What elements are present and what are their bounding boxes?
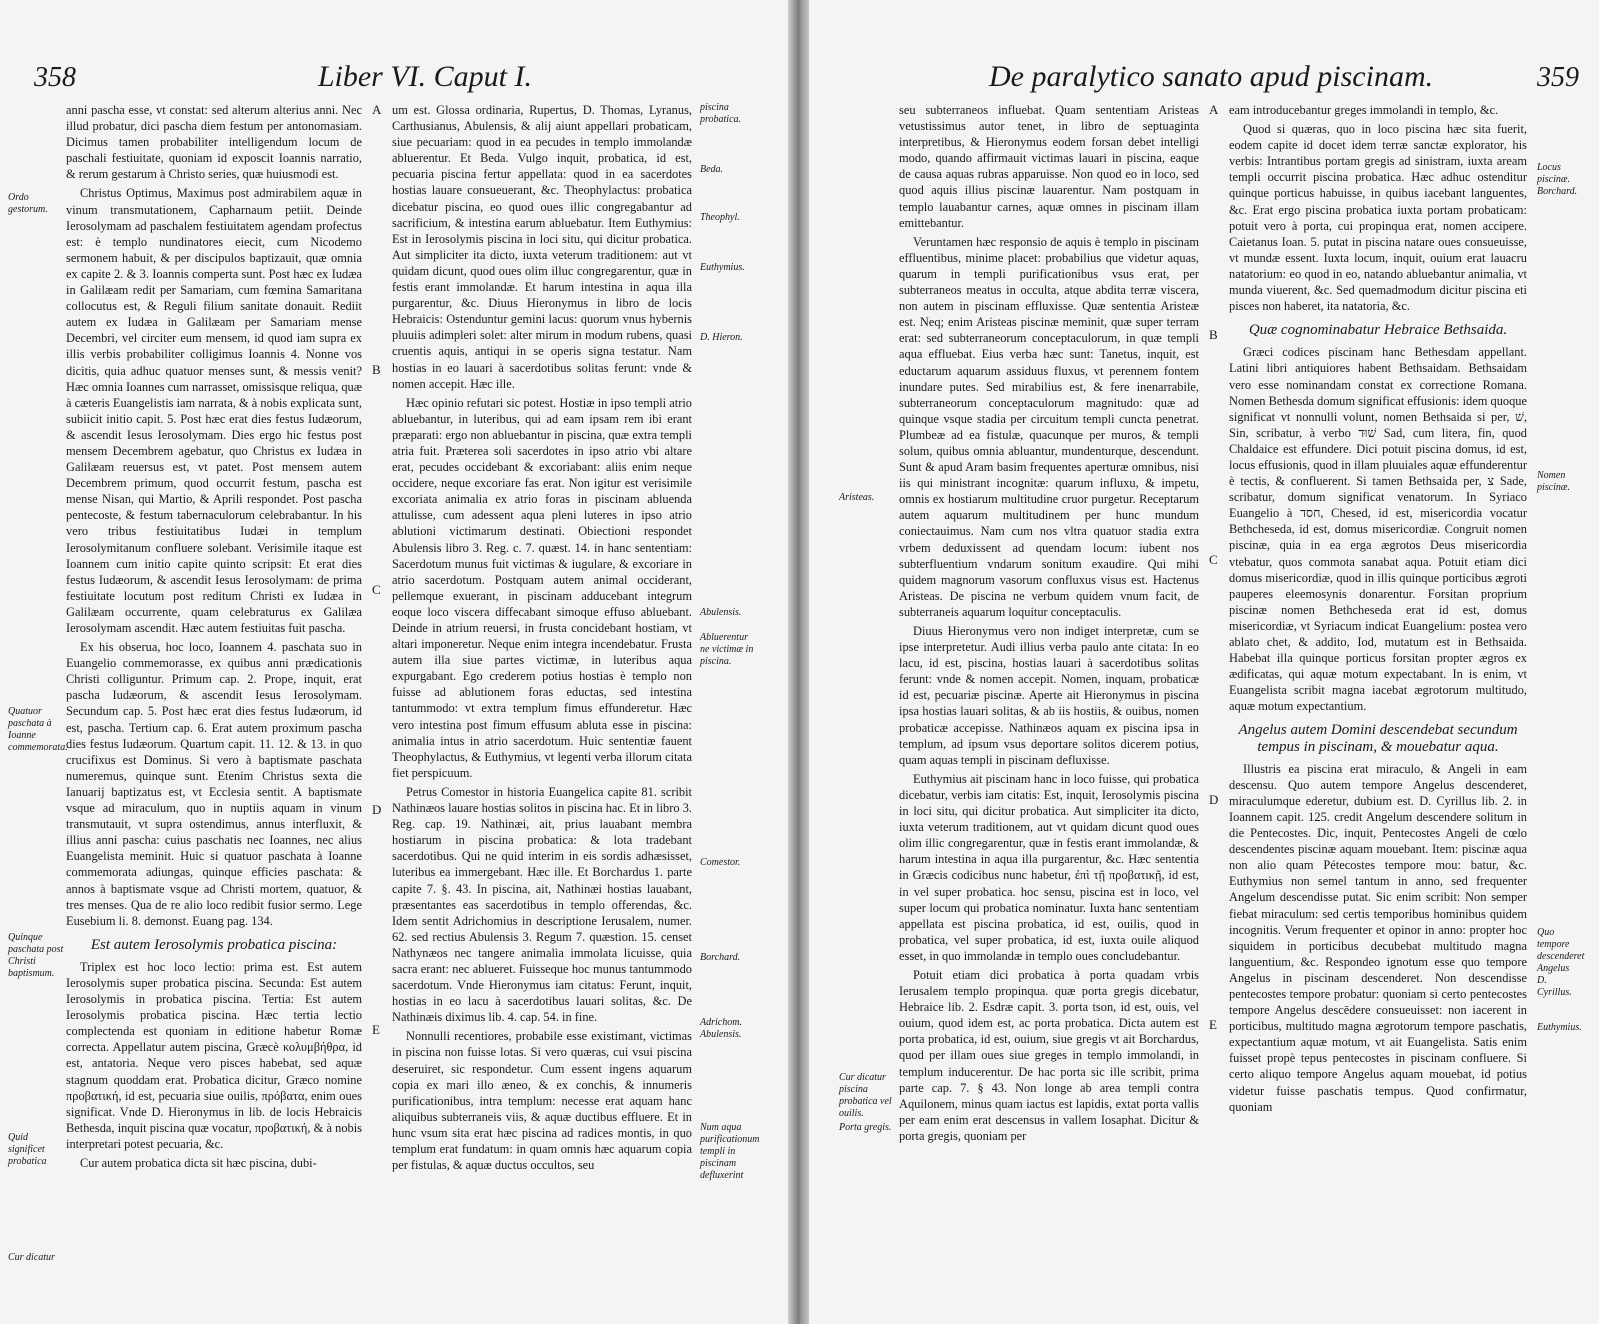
right-inner-margin — [839, 102, 891, 1147]
right-running-head — [839, 60, 1579, 96]
left-running-title: Liber VI. Caput I. — [317, 60, 532, 93]
paragraph: um est. Glossa ordinaria, Rupertus, D. Thomas, Lyranus, Carthusianus, Abulensis, & alij aiunt appellari probaticam, siue pecuariam: quod in ea pecudes in templo immolandæ abluerentur. Et Beda. Vulgo inquit, probatica, id est, pecuaria piscina fertur appellata: quod in ea sacerdotes hostias lauare consueuerant, &c. Theophylactus: probatica dicebatur piscina, eo quod oues illic congregabantur ad sacrificium, & intestina earum abluebatur. Item Euthymius: Est in Ierosolymis piscina in loci situ, qui dicitur probatica. Aut simpliciter ita dicto, iuxta veterum traditionem: aut vt quidam dicunt, quod oues olim illuc congregarentur, quæ in festis erant immolandæ. Et harum intestina in aqua illa purgarentur, &c. Diuus Hieronymus in libro de locis Hebraicis: Ostenduntur gemini lacus: quorum vnus hybernis pluuiis adimpleri solet: alter mirum in modum rubens, quasi cruentis aquis, antiqui in se operis signa testatur. Nam hostias in eo lauari à sacerdotibus solitas ferunt: vnde & nomen accepit. Hæc ille. — [392, 103, 692, 391]
left-inner-margin — [700, 102, 760, 1181]
margin-note: Quid significet probatica — [8, 1132, 47, 1167]
section-heading: Est autem Ierosolymis probatica piscina: — [90, 936, 338, 953]
margin-note: Locus piscinæ. Borchard. — [1537, 162, 1578, 197]
paragraph: Quod si quæras, quo in loco piscina hæc sita fuerit, eodem capite id docet idem terræ sanctæ explorator, his verbis: Intrantibus portam gregis ad sinistram, iuxta aream templi occurrit piscina probatica. Hæc adhuc ostenditur quinque porticus habuisse, in quibus iacebant languentes, &c. Erat ergo piscina probatica iuxta portam probaticam: potuit vero à porta, cui propinqua erat, nomen accipere. Caietanus Ioan. 5. putat in piscina natare oues consueuisse, vt mundæ essent. Iuxta locum, inquit, ouium erat lauacru natatorium: eo quod in eo, natando abluebantur animalia, vt munda viuerent, &c. Sed quemadmodum dicitur piscina eti pisces non haberet, ita natatoria, &c. — [1229, 122, 1527, 314]
paragraph: Triplex est hoc loco lectio: prima est. Est autem Ierosolymis super probatica piscina. Secunda: Est autem Ierosolymis in probatica piscina. Tertia: Est autem Ierosolymis probatica piscina. Hæc tertia lectio complectenda est quoniam in editione habetur Romæ correcta. Appellatur autem piscina, Græcè κολυμβήθρα, id est, antatoria. Neque vero pisces habebat, sed aquæ stagnum quoddam erat. Probatica dicitur, Græco nomine προβατική, id est, pecuaria siue ouilis, πρόβατα, enim oues significat. Vnde D. Hieronymus in lib. de locis Hebraicis Bethesda, inquit piscina quæ vocatur, προβατική, & à nobis interpretari potest pecuaria, &c. — [66, 959, 362, 1151]
margin-note: Theophyl. — [700, 212, 740, 223]
margin-note: Euthymius. — [1537, 1022, 1582, 1033]
paragraph: Nonnulli recentiores, probabile esse existimant, victimas in piscina non fuisse lotas. Si vero quæras, cui vsui piscina deseruiret, sic respondetur. Cum essent ingens aquarum copia ex mari illo æneo, & ex conchis, & innumeris purificationibus, intra templum: necesse erat aquam hanc aliquibus subterraneis viis, & aquæ ductibus effluere. Et in hunc vsum sita erat hæc piscina ad radices montis, in quo templum erat fundatum: in quam omnis hæc aquarum copia per fistulas, & aquæ ductus occultos, seu — [392, 1029, 692, 1173]
margin-note: Porta gregis. — [839, 1122, 892, 1133]
margin-note: piscina probatica. — [700, 102, 742, 125]
paragraph: Illustris ea piscina erat miraculo, & Angeli in eam descensu. Quo autem tempore Angelus descenderet, miraculumque ederetur, dubium est. D. Cyrillus lib. 2. in Ioannem capit. 125. credit Angelum descendere solitum in die Pentecostes. Dic, inquit, Pentecostes Angeli de cœlo descendentes piscinæ aquam mouebant. Item: piscinæ aqua non alio quam Pétecostes tempore mou: batur, &c. Euthymius non semel tantum in anno, sed frequenter Angelum descendisse putat. Sic enim scribit: Non semper fiebat miraculum: sed certis temporibus hominibus quidem incognitis. Verum frequenter et opinor in anno: propter hoc siquidem in porticibus decubebat multitudo magna languentium, &c. Respondeo ignotum esse quo tempore Angelus in piscinam descenderet. Non descendisse pentecostes tempore probatur: quoniam si certo pentecostes tempore Angelus descēdere consueuisset: non iacerent in porticibus, multitudo magna ægrotorum tempore paschatis, expectantium aquæ motum, vt ait Euangelista. Satis enim fuisset propè tepus pentecostes in piscinam confluere. Si certo aliquo tempore Angelus aquam mouebat, id potius videtur fuisse paschatis tempus. Quod confirmatur, quoniam — [1229, 761, 1527, 1114]
margin-note: Aristeas. — [839, 492, 875, 503]
section-letter: E — [1209, 1017, 1217, 1032]
paragraph: Diuus Hieronymus vero non indiget interpretæ, cum se ipse interpretetur. Audi illius verba paulo ante citata: In eo lacu, id est, piscina, hostias lauari à sacerdotibus solitas ferunt: vnde & nomen accepit. Nomen, inquam, probaticæ id est, pecuariæ piscinæ. Aperte ait Hieronymus in piscina ipsa hostias lauari solitas, & ab iis hostiis, & ouibus, nomen probaticæ accepisse. Nathinæos aquam ex piscina ipsa in templum, ad ipsum vsus deportare solitos dicerem potius, quam aquas templi in piscinam defluxisse. — [899, 624, 1199, 767]
margin-note: Quo tempore descenderet Angelus D. Cyrillus. — [1537, 927, 1585, 998]
margin-note: Quinque paschata post Christi baptismum. — [8, 932, 64, 979]
paragraph: Ex his obserua, hoc loco, Ioannem 4. paschata suo in Euangelio commemorasse, ex quibus anni prædicationis Christi colliguntur. Primum cap. 2. Prope, inquit, erat pascha Iudæorum, & ascendit Iesus Ierosolymam. Secundum cap. 5. Post hæc erat dies festus Iudæorum, id est, pascha. Tertium cap. 6. Erat autem proximum pascha dies festus Iudæorum. Quartum capit. 11. 12. & 13. in quo crucifixus est Dominus. Si vero à baptismate paschata numeremus, quinque sunt. Etenim Christus sexta die Ianuarij baptizatus est, vt Ecclesia sentit. A baptismate vsque ad miraculum, quo in nuptiis aquam in vinum transmutauit, vt supra ostendimus, annus interfluxit, & illius anni pascha: cuius paschatis nec Ioannes, nec alius Euangelista meminit. Huic si quatuor paschata à Ioanne commemorata adiungas, quinque efficies paschata: & annos à baptismate vsque ad Christi mortem, quatuor, & tres menses. Qua de re alio loco redibit fusior sermo. Lege Eusebium li. 8. demonst. Euang pag. 134. — [66, 640, 362, 928]
paragraph: Euthymius ait piscinam hanc in loco fuisse, qui probatica dicebatur, verbis iam citatis: Est, inquit, Ierosolymis piscina in loci situ, qui dicitur probatica. Aut simpliciter ita dicto, iuxta veterum traditionem, aut vt quidam dicunt quod oues olim illic congregarentur, quæ in festis erant immolandæ, & harum intestina in aqua illa purgarentur, &c. Hæc sententia in Græcis codicibus nunc habetur, ἐπὶ τῇ προβατικῇ, id est, in vel super probatica. hoc sensu, piscina est in loco, vel super locum qui probatica nominatur. Iuxta hanc sententiam appellata est piscina probatica, id est, ouilis, quod in probatica, vel super probatica, id est, iuxta ouile aliquod esset, in quo immolandæ in templo oues concludebantur. — [899, 771, 1199, 963]
margin-note: Num aqua purificationum templi in piscinam defluxerint — [700, 1122, 760, 1181]
margin-note: Borchard. — [700, 952, 741, 963]
section-letter: C — [372, 582, 381, 597]
margin-note: Ordo gestorum. — [8, 192, 48, 215]
margin-note: Euthymius. — [700, 262, 745, 273]
left-column-2 — [392, 102, 692, 1176]
paragraph: Cur autem probatica dicta sit hæc piscina, dubi- — [80, 1156, 317, 1170]
paragraph: anni pascha esse, vt constat: sed alterum alterius anni. Nec illud probatur, dici pascha diem festum per antonomasiam. Dicimus tamen probabiliter intelligendum locum de paschali festiuitate, quoniam id exposcit Ioannis narratio, & rerum gestarum à Christo series, quæ huiusmodi est. — [66, 103, 362, 182]
margin-note: Abluerentur ne victimæ in piscina. — [700, 632, 754, 667]
right-column-2 — [1229, 102, 1527, 1147]
margin-note: Nomen piscinæ. — [1537, 470, 1571, 493]
left-section-letters — [370, 102, 384, 1176]
margin-note: Cur dicatur piscina probatica vel ouilis. — [839, 1072, 892, 1119]
paragraph: Christus Optimus, Maximus post admirabilem aquæ in vinum transmutationem, Capharnaum petiit. Deinde Ierosolymam ad paschalem festiuitatem agendam profectus est: è templo nundinatores eiecit, cum Nicodemo sermonem habuit, & per discipulos baptizauit, quæ omnia ex capite 2. & 3. Ioannis comperta sunt. Post hæc ex Iudæa in Galilæam redit per Samariam, cum fœmina Samaritana collocutus est, & Reguli filium sanitate donauit. Rediit autem ex Iudæa in Galilæam per Samariam mense Decembri, vel circiter eum mensem, id quod iam supra ex illis verbis probabiliter colligimus Ioannis 4. Nonne vos dicitis, quia adhuc quatuor menses sunt, & messis venit? Hæc omnia Ioannes cum narrasset, omissisque reliqua, quæ à cæteris Euangelistis iam narrata, & à nobis explicata sunt, subiicit initio capit. 5. Post hæc erat dies festus Iudæorum, & ascendit Iesus Ierosolymam. Dies ergo hic festus post mensem Decembrem agebatur, quo Christus ex Iudæa in Galilæam reuersus est, vt patet. Post mensem autem Decembrem primum, quod occurrit festum, pascha est mense Nisan, qui Martio, & Aprili respondet. Post pascha pentecoste, & festum tabernaculorum celebrabantur. In his vero tribus festiuitatibus Iudæi in templum Ierosolymitanum confluere solebant. Verisimile itaque est Ioannem cum initio capite quinto scripsit: Et erat dies festus Iudæorum, & ascendit Iesus Ierosolymam: de prima festiuitate locutum post reditum Christi ex Iudæa in Galilæam occurrente, quam celebraturus ex Galilæa Ierosolymam ascendit. Hæc autem festiuitas fuit pascha. — [66, 186, 362, 635]
margin-note: Beda. — [700, 164, 724, 175]
paragraph: Hæc opinio refutari sic potest. Hostiæ in ipso templi atrio abluebantur, in luteribus, qui ad eam ipsam rem ibi erant præparati: ergo non abluebantur in piscina, quæ extra templi atria fuit. Præterea soli sacerdotes in ipso atrio vbi altare erat, pecudes occidebant & excoriabant: aliis enim neque occidere, neque excoriare fas erat. Non igitur est verisimile excoriata animalia ex atrio foras in piscinam abluenda attulisse, cum adessent aqua pleni luteres in ipso atrio ablutioni victimarum destinati. Obiectioni respondet Abulensis libro 3. Reg. c. 7. quæst. 14. in hanc sententiam: Sacerdotum munus fuit victimas & iugulare, & excoriare in atrio sacerdotum. Postquam autem animal occiderant, pellemque exuerant, in piscinam adducebant integrum eoque loco viscera diffecabant simoque effuso abluebant. Deinde in atrium reuersi, in frusta concidebant hostiam, vt altari imponeretur. Neque enim integra incendebatur. Frusta autem illa siue partes victimæ, in luteribus aqua expurgabant. Ego crederem potius hostias è templo non fuisse ad ablutionem foras eductas, sed intestina tantummodo: vt extra templum fimus effunderetur. Hæc vero intestina post fimum effusum abluta esse in piscina: animalia intus in atrio sacerdotum. Huic sententiæ fauent Theophylactus, & Euthymius, vt legenti verba illorum citata fiet perspicuum. — [392, 395, 692, 780]
section-heading: Quæ cognominabatur Hebraice Bethsaida. — [1248, 322, 1508, 339]
section-letter: D — [372, 802, 382, 817]
left-outer-margin — [8, 102, 68, 1263]
right-column-1 — [899, 102, 1199, 1147]
section-letter: A — [1209, 102, 1219, 117]
paragraph: Potuit etiam dici probatica à porta quadam vrbis Ierusalem templo propinqua. quæ porta gregis dicebatur, Hebraice lib. 2. Esdræ capit. 3. porta tson, id est, ouis, vel ouium, quod idem est, ac porta probatica. Dicta autem est porta probatica, id est, ouium, siue gregis vt ait Borchardus, quod per illam oues siue greges in templo immolandi, in templum inducerentur. De hac porta sic ille scribit, prima parte cap. 7. § 43. Non longe ab area templi contra Aquilonem, minus quam iactus est lapidis, extat porta vallis per eam enim erat descensus in vallem Iosaphat. Dicitur & porta gregis, quoniam per — [899, 967, 1199, 1143]
paragraph: seu subterraneos influebat. Quam sententiam Aristeas vetustissimus autor tenet, in libro de septuaginta interpretibus, & Hieronymus eodem forsan debet intelligi modo, quando affirmauit victimas lauari in piscina, eaque de causa aquas rubras apparuisse. Non quod eo in loco, sed quod aquis illius piscinæ lauarentur. Nam postquam in templo lauabantur carnes, aquæ omnes in piscinam illam emittebantur. — [899, 103, 1199, 230]
margin-note: Abulensis. — [700, 607, 742, 618]
paragraph: eam introducebantur greges immolandi in templo, &c. — [1229, 103, 1499, 117]
section-letter: B — [372, 362, 381, 377]
paragraph: Petrus Comestor in historia Euangelica capite 81. scribit Nathinæos lauare hostias solitos in piscina hac. Et in libro 3. Reg. cap. 19. Nathinæi, ait, prius lauabant membra hostiarum in piscina probatica: & lota tradebant sacerdotibus. Qui ne quid interim in eis sordis adhæsisset, luteribus ea immergebant. Hæc ille. Et Borchardus 1. parte capite 7. §. 43. In piscina, ait, Nathinæi hostias lauabant, præsentantes eas sacerdotibus in templo offerendas, &c. Idem sentit Adrichomius in descriptione Ierusalem, numer. 62. sed rectius Abulensis 3. Regum 7. quæstion. 15. censet Nathynæos nec tangere animalia immolata licuisse, quia sacra erant: nec ablueret. Fuisseque hoc munus tantummodo sacerdotum. Vnde Hieronymus iam citatus: Ferunt, inquit, hostias in eo lacu à sacerdotibus lauari solitas, &c. De Nathinæis diximus lib. 4. cap. 54. in fine. — [392, 784, 692, 1025]
margin-note: Adrichom. Abulensis. — [700, 1017, 742, 1040]
right-section-letters — [1207, 102, 1221, 1147]
section-letter: D — [1209, 792, 1219, 807]
section-letter: A — [372, 102, 382, 117]
right-outer-margin — [1535, 102, 1585, 1147]
margin-note: Comestor. — [700, 857, 741, 868]
left-column-1 — [66, 102, 362, 1176]
margin-note: D. Hieron. — [700, 332, 743, 343]
section-letter: B — [1209, 327, 1218, 342]
right-page-number: 359 — [1537, 62, 1579, 93]
left-running-head — [34, 60, 772, 96]
margin-note: Quatuor paschata à Ioanne commemorata. — [8, 706, 68, 753]
section-letter: E — [372, 1022, 380, 1037]
margin-note: Cur dicatur — [8, 1252, 55, 1263]
right-page — [809, 0, 1599, 1324]
left-page-number: 358 — [34, 62, 76, 93]
paragraph: Veruntamen hæc responsio de aquis è templo in piscinam effluentibus, minime placet: probabilius que videtur aquas, quarum in templi purificationibus vsus erat, per subterraneos meatus in occulta, atque abdita terræ viscera, non autem in piscinam effluxisse. Quæ sententia Aristeæ est. Neq; enim Aristeas piscinæ meminit, quæ super terram erat: sed subterraneorum conceptaculorum, in quæ templi aqua effluebat. Eius verba hæc sunt: Tanetus, inquit, est eductarum aquarum assiduus fluxus, vt perennem fontem inundare putes. Sed mirabilius est, & fere inenarrabile, subterraneorum conceptaculorum magnitudo: quæ ad quinque vsque stadia per circuitum templi cuncta penetrat. Plumbeæ ad ea fistulæ, quacunque per muros, & templi solum, quibus omnia abluantur, mundenturque, descendunt. Sunt & apud Aram basim frequentes aperturæ omnibus, nisi iis qui ministrant incognitæ: quarum influxu, & impetu, omnis ex hostiarum multitudine cruor purgetur. Receptarum autem aquarum multitudinem per hunc mundum coniectauimus. Nam cum nos vltra quatuor stadia extra vrbem deduxissent ad quendam locum: iubent nos subterfluentium vndarum sonitum exaudire. Qui mihi quidem magnorum vasorum confluxus visus est. Hactenus Aristeas. De piscina ne verbum quidem vnum facit, de subterraneis aquarum loquitur conceptaculis. — [899, 234, 1199, 619]
section-letter: C — [1209, 552, 1218, 567]
section-heading: Angelus autem Domini descendebat secundum tempus in piscinam, & mouebatur aqua. — [1238, 722, 1518, 755]
paragraph: Græci codices piscinam hanc Bethesdam appellant. Latini libri antiquiores habent Bethsaidam. Bethsaidam vero esse nominandam constat ex correctione Romana. Nomen Bethesda domum significat effusionis: idem quoque significat vt nonnulli volunt, nomen Bethsaida si per, שׁ, Sin, scribatur, à verbo שׁוּד Sad, cum litera, fin, quod Chaldaice est effundere. Dici potuit piscina domus, id est, locus effusionis, quod in illam pluuiales aquæ effunderentur è tectis, & confluerent. Si tamen Bethsaida per, צ Sade, scribatur, domum significat venatorum. In Syriaco Euangelio à חסד, Chesed, id est, misericordia vocatur Bethcheseda, id est, domus misericordiæ. Congruit nomen piscinæ, quia in ea erga ægrotos Deus misericordia vtebatur, quos commota sanabat aqua. Potuit etiam dici domus misericordiæ, quod in illis quinque porticibus ægroti pauperes eleemosynis donarentur. Forsitan proprium piscinæ nomen Bethcheseda erat id est, domus misericordiæ, vt Syriacum indicat Euangelium: postea vero ablato chet, & addito, Iod, mutatum est in Bethsaida. Habebat illa quinque porticus forsitan propter ægros ex ædificatas, qui aquæ motum expectabant. In is enim, vt Euangelista scribit magna iacebat ægrotorum multitudo, aquæ motum expectantium. — [1229, 345, 1528, 714]
right-running-title: De paralytico sanato apud piscinam. — [989, 60, 1434, 93]
left-page — [0, 0, 790, 1324]
